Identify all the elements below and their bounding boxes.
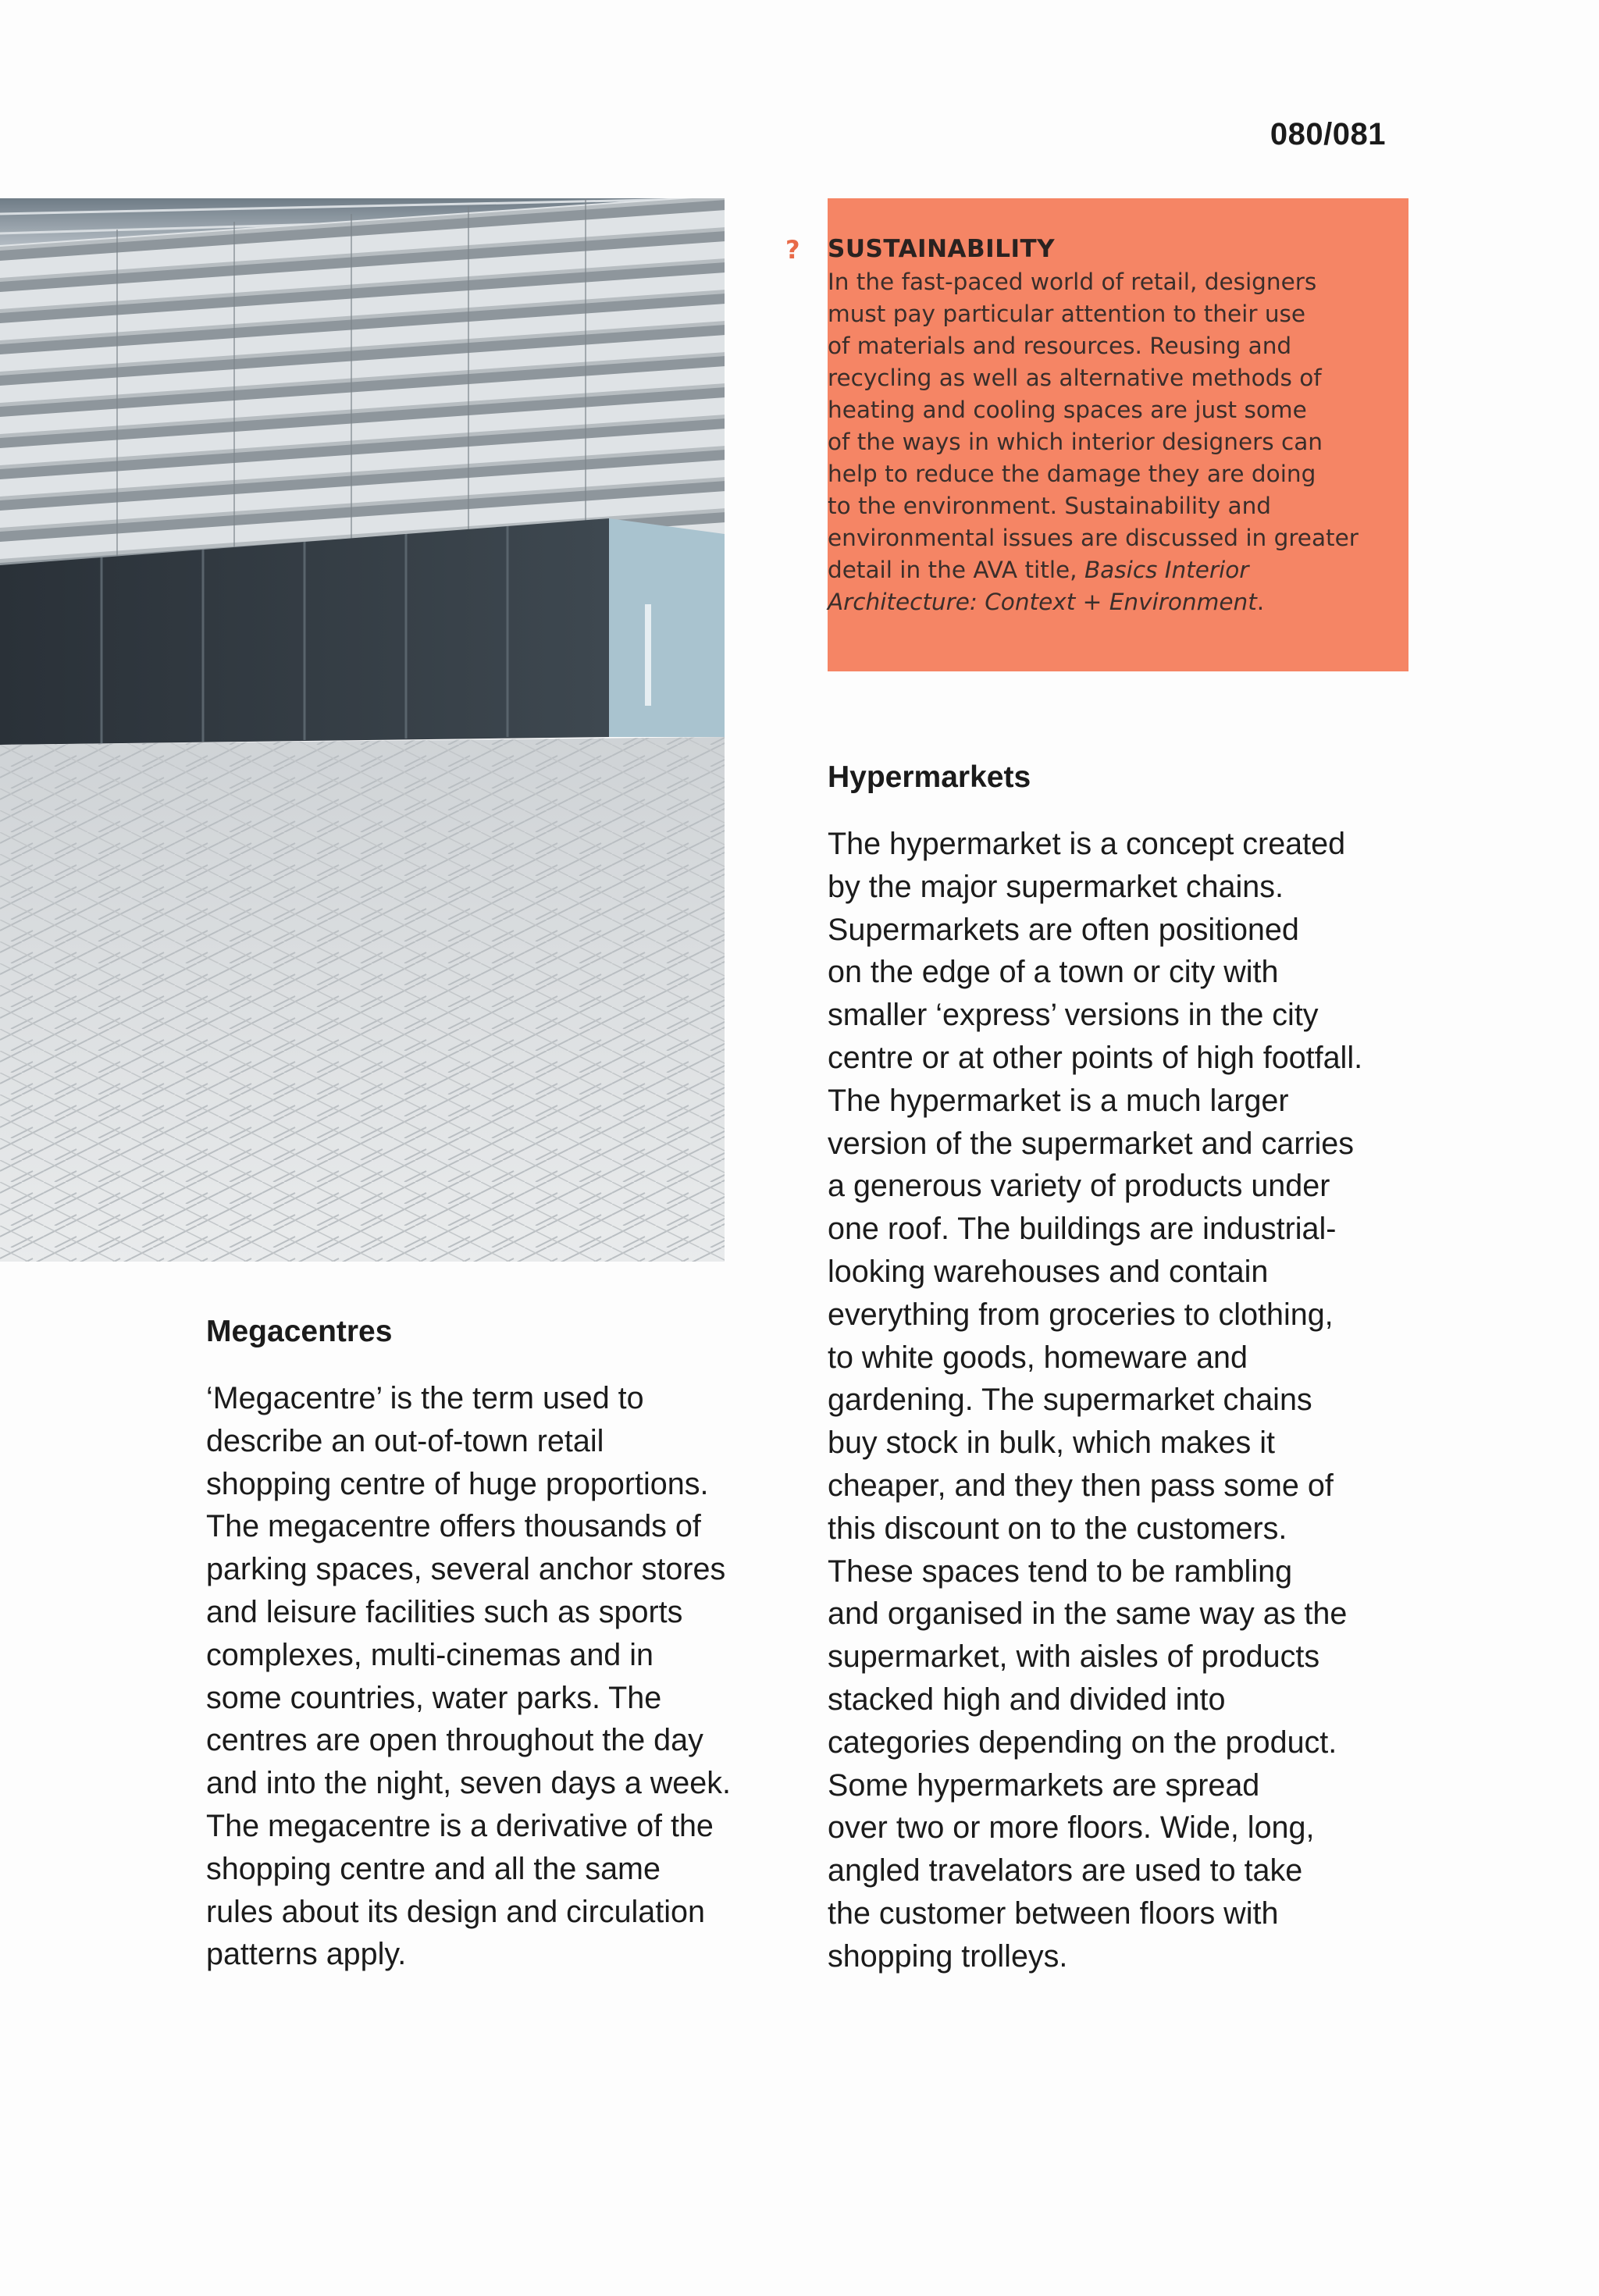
body-line: this discount on to the customers. [828, 1511, 1287, 1546]
megacentres-heading: Megacentres [206, 1315, 393, 1348]
body-line: and into the night, seven days a week. [206, 1766, 731, 1801]
sidebar-line: of the ways in which interior designers can [828, 429, 1323, 455]
sidebar-line: help to reduce the damage they are doing [828, 461, 1316, 487]
sidebar-line: to the environment. Sustainability and [828, 493, 1272, 519]
book-title-part-1: Basics Interior [1084, 557, 1249, 583]
body-line: The megacentre offers thousands of [206, 1509, 701, 1544]
question-mark-icon: ? [785, 235, 800, 265]
body-line: centre or at other points of high footfall. [828, 1040, 1363, 1075]
sidebar-line-prefix: detail in the AVA title, [828, 557, 1084, 583]
body-line: the customer between floors with [828, 1896, 1279, 1931]
body-line: complexes, multi-cinemas and in [206, 1637, 653, 1672]
hypermarkets-body [828, 823, 1362, 1978]
body-line: angled travelators are used to take [828, 1853, 1303, 1888]
body-line: centres are open throughout the day [206, 1723, 703, 1758]
book-title-part-2: Architecture: Context + Environment [828, 589, 1257, 615]
body-line: supermarket, with aisles of products [828, 1639, 1320, 1675]
building-photo [0, 198, 725, 1262]
body-line: everything from groceries to clothing, [828, 1297, 1334, 1332]
body-line: gardening. The supermarket chains [828, 1383, 1312, 1418]
body-line: by the major supermarket chains. [828, 869, 1284, 904]
body-line: The hypermarket is a concept created [828, 827, 1346, 861]
body-line: shopping trolleys. [828, 1938, 1068, 1974]
body-line: version of the supermarket and carries [828, 1126, 1355, 1161]
body-line: on the edge of a town or city with [828, 955, 1279, 990]
body-line: rules about its design and circulation [206, 1894, 705, 1929]
body-line: stacked high and divided into [828, 1682, 1226, 1717]
sidebar-line [828, 586, 1390, 618]
sidebar-line: environmental issues are discussed in greater [828, 525, 1359, 551]
sidebar-line: In the fast-paced world of retail, designers [828, 269, 1317, 295]
body-line: Supermarkets are often positioned [828, 912, 1299, 947]
body-line: looking warehouses and contain [828, 1254, 1269, 1289]
body-line: over two or more floors. Wide, long, [828, 1810, 1315, 1846]
sidebar-title: SUSTAINABILITY [828, 235, 1056, 263]
body-line: some countries, water parks. The [206, 1680, 662, 1715]
body-line: smaller ‘express’ versions in the city [828, 998, 1319, 1033]
body-line: parking spaces, several anchor stores [206, 1552, 726, 1587]
hypermarkets-heading: Hypermarkets [828, 760, 1031, 794]
body-line: cheaper, and they then pass some of [828, 1468, 1334, 1503]
body-line: buy stock in bulk, which makes it [828, 1426, 1275, 1461]
sidebar-line-suffix: . [1256, 589, 1265, 615]
body-line: to white goods, homeware and [828, 1340, 1248, 1375]
body-line: and organised in the same way as the [828, 1597, 1348, 1632]
body-line: one roof. The buildings are industrial- [828, 1212, 1337, 1247]
body-line: The megacentre is a derivative of the [206, 1808, 714, 1843]
body-line: a generous variety of products under [828, 1169, 1330, 1204]
body-line: patterns apply. [206, 1937, 407, 1972]
page-number: 080/081 [1270, 117, 1386, 151]
sidebar-body [828, 266, 1390, 618]
body-line: ‘Megacentre’ is the term used to [206, 1381, 644, 1415]
body-line: categories depending on the product. [828, 1725, 1337, 1760]
body-line: shopping centre of huge proportions. [206, 1466, 709, 1501]
sidebar-line [828, 554, 1390, 586]
sidebar-line: heating and cooling spaces are just some [828, 397, 1307, 423]
sidebar-line: recycling as well as alternative methods of [828, 365, 1322, 391]
sidebar-line: of materials and resources. Reusing and [828, 333, 1292, 359]
megacentres-body [206, 1377, 731, 1976]
body-line: These spaces tend to be rambling [828, 1554, 1293, 1589]
body-line: describe an out-of-town retail [206, 1423, 604, 1458]
body-line: shopping centre and all the same [206, 1851, 661, 1886]
body-line: The hypermarket is a much larger [828, 1083, 1289, 1118]
sidebar-line: must pay particular attention to their use [828, 301, 1306, 327]
body-line: Some hypermarkets are spread [828, 1767, 1260, 1803]
body-line: and leisure facilities such as sports [206, 1594, 683, 1629]
